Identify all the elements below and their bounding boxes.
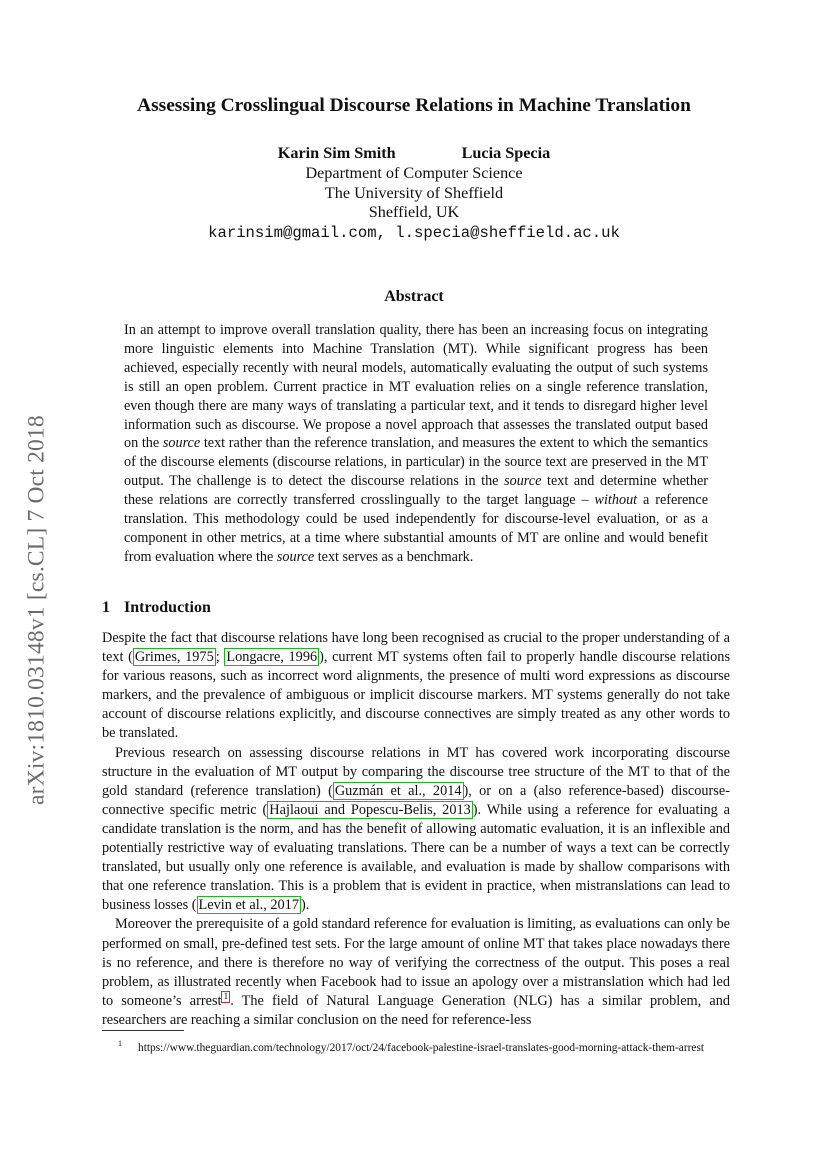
abstract-text: In an attempt to improve overall translation quality, there has been an increasing focus on integrating more linguistic elements into Machine Translation (MT). While significant progress has been achieved, especially recently with neural models, automatically evaluating the output of such systems is still an open problem. Current practice in MT evaluation relies on a single reference translation, even though there are many ways of translating a particular text, and it tends to disregard higher level information such as discourse. We propose a novel approach that assesses the translated output based on the source text rather than the reference translation, and measures the extent to which the semantics of the discourse elements (discourse relations, in particular) in the source text are preserved in the MT output. The challenge is to detect the discourse relations in the source text and determine whether these relations are correctly transferred crosslingually to the target language – without a reference translation. This methodology could be used independently for discourse-level evaluation, or as a component in other metrics, at a time where substantial amounts of MT are online and would benefit from evaluation where the source text serves as a benchmark.: [124, 322, 708, 565]
citation-link[interactable]: Hajlaoui and Popescu-Belis, 2013: [269, 801, 471, 818]
footnote: [102, 1036, 730, 1056]
author-emails: karinsim@gmail.com, l.specia@sheffield.ac.uk: [208, 223, 620, 242]
author-names: [0, 144, 828, 164]
author-name: Karin Sim Smith: [277, 144, 396, 162]
abstract-heading: Abstract: [384, 288, 444, 305]
affiliation-location: Sheffield, UK: [368, 203, 460, 221]
paragraph: Moreover the prerequisite of a gold standard reference for evaluation is limiting, as evaluations can only be performed on small, pre-defined test sets. For the large amount of online MT that takes place nowadays there is no reference, and there is therefore no way of verifying the correctness of the output. This poses a real problem, as illustrated recently when Facebook had to issue an apology over a mistranslation which had led to someone’s arrest $^1$ . The field of Natural Language Generation (NLG) has a similar problem, and researchers are reaching a similar conclusion on the need for reference-less: [102, 916, 731, 1028]
author-block: [0, 144, 828, 243]
footnote-url[interactable]: https://www.theguardian.com/technology/2017/oct/24/facebook-palestine-israel-translates-good-morning-attack-them-arrest: [138, 1041, 705, 1054]
paper-title: Assessing Crosslingual Discourse Relations in Machine Translation: [137, 95, 691, 116]
footnote-ref-link[interactable]: 1: [223, 992, 229, 1003]
paragraph: Despite the fact that discourse relations have long been recognised as crucial to the proper understanding of a text ( Grimes, 1975 ; Longacre, 1996 ), current MT systems often fail to properly handle discourse relations for various reasons, such as incorrect word alignments, the presence of multi word expressions as discourse markers, and the prevalence of ambiguous or implicit discourse markers. MT systems generally do not take account of discourse relations explicitly, and discourse connectives are simply treated as any other words to be translated.: [102, 630, 731, 742]
citation-link[interactable]: Levin et al., 2017: [198, 897, 299, 914]
author-name: Lucia Specia: [461, 144, 551, 162]
section-title: Introduction: [124, 599, 211, 616]
paragraph: Previous research on assessing discourse relations in MT has covered work incorporating discourse structure in the evaluation of MT output by comparing the discourse tree structure of the MT to that of the gold standard (reference translation) ( Guzmán et al., 2014 ), or on a (also reference-based) discourse-connective specific metric ( Hajlaoui and Popescu-Belis, 2013 ). While using a reference for evaluating a candidate translation is the norm, and has the benefit of allowing automatic evaluation, it is an inflexible and potentially restrictive way of evaluating translations. There can be a number of ways a text can be correctly translated, but usually only one reference is available, and evaluation is made by shallow comparisons with that one reference translation. This is a problem that is evident in practice, when mistranslations can lead to business losses ( Levin et al., 2017 ).: [102, 744, 730, 914]
section-heading: [102, 599, 211, 617]
emphasis: source: [504, 473, 542, 490]
emphasis: without: [594, 492, 638, 509]
section-number: 1: [102, 599, 110, 616]
footnote-divider: [102, 1030, 184, 1031]
arxiv-identifier: arXiv:1810.03148v1 [cs.CL] 7 Oct 2018: [23, 415, 50, 805]
citation-link[interactable]: Grimes, 1975: [134, 649, 214, 666]
emphasis: source: [276, 548, 315, 565]
intro-body: [102, 629, 730, 1030]
citation-link[interactable]: Guzmán et al., 2014: [334, 782, 462, 799]
citation-link[interactable]: Longacre, 1996: [226, 649, 318, 666]
emphasis: source: [162, 435, 201, 452]
footnote-number: 1: [118, 1039, 122, 1048]
affiliation-department: Department of Computer Science: [305, 164, 523, 182]
affiliation-university: The University of Sheffield: [324, 183, 504, 202]
